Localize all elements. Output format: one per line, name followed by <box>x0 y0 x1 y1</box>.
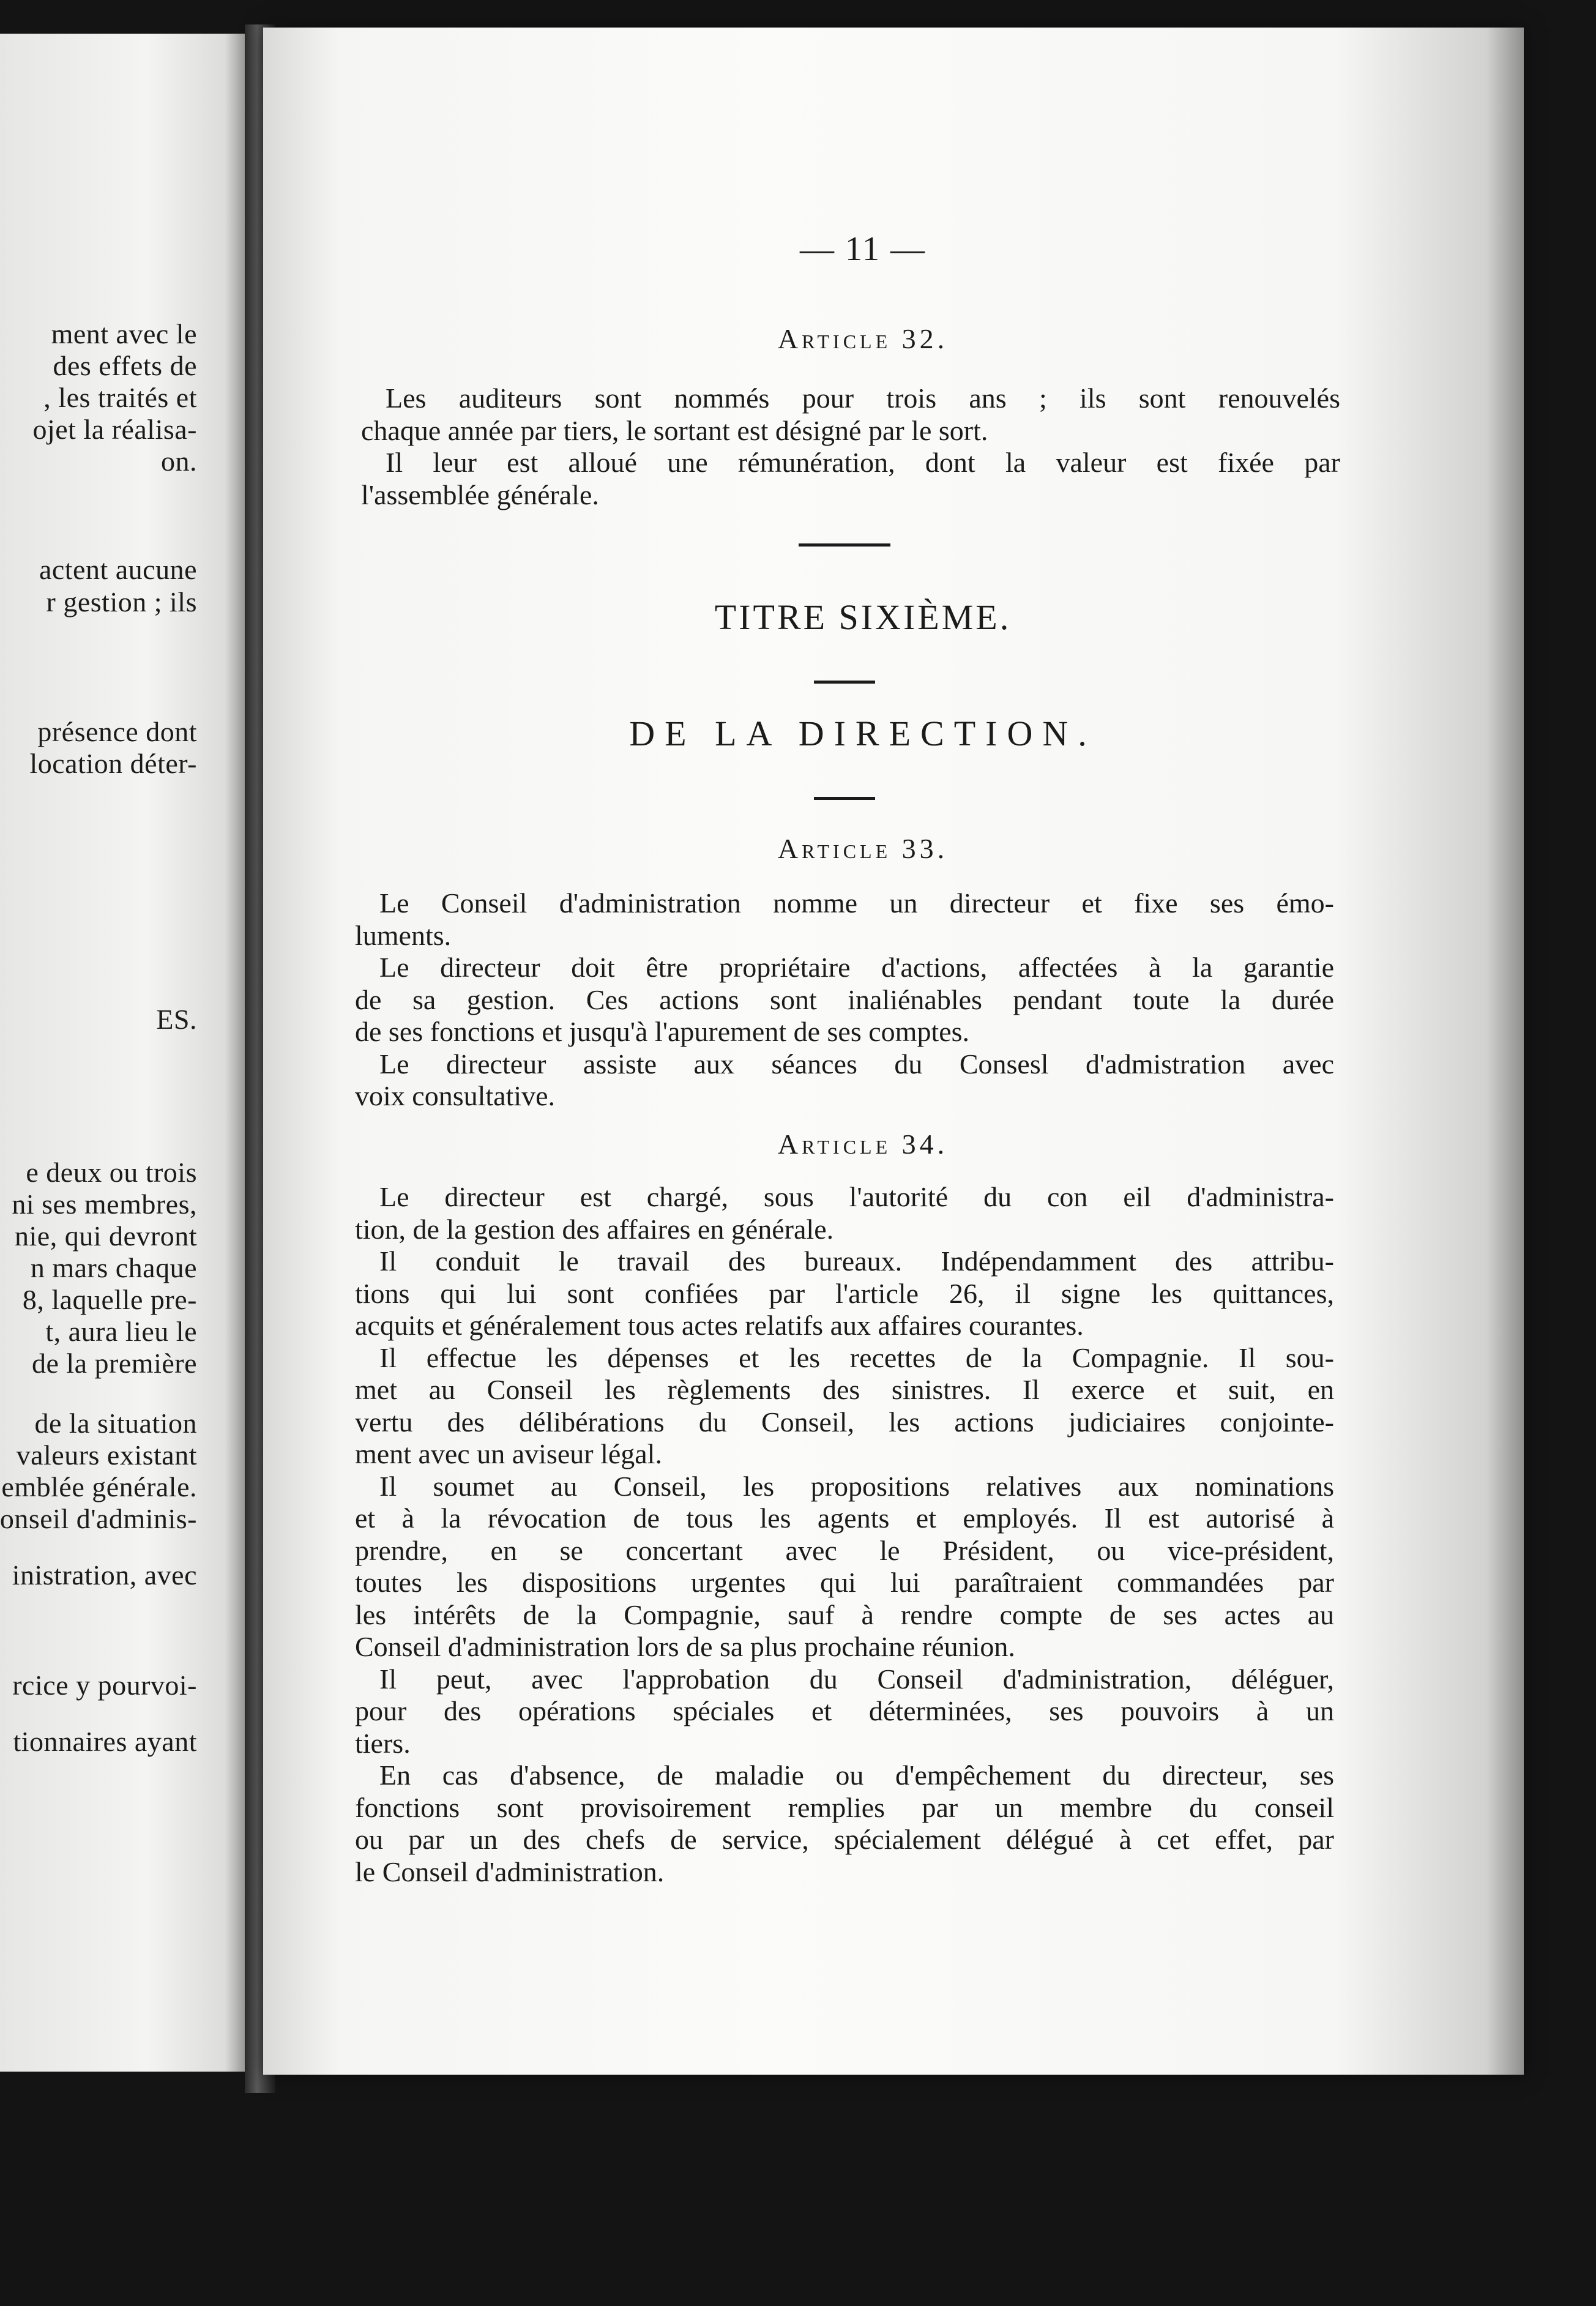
text-line: fonctions sont provisoirement remplies par un membre du conseil <box>355 1791 1334 1823</box>
section-heading: DE LA DIRECTION. <box>629 714 1097 753</box>
previous-page-line: de la première <box>31 1348 197 1379</box>
text-line: l'assemblée générale. <box>361 479 599 510</box>
text-line: de sa gestion. Ces actions sont inaliénables pendant toute la durée <box>355 983 1334 1015</box>
titre-heading: TITRE SIXIÈME. <box>714 597 1012 637</box>
text-line: Il peut, avec l'approbation du Conseil d'administration, déléguer, <box>379 1663 1334 1695</box>
article-33-body <box>355 887 1334 1113</box>
text-line: et à la révocation de tous les agents et employés. Il est autorisé à <box>355 1502 1334 1534</box>
article-32-body <box>361 382 1340 511</box>
previous-page-line: ment avec le <box>51 318 197 349</box>
previous-page-line: r gestion ; ils <box>46 586 197 618</box>
text-line: vertu des délibérations du Conseil, les actions judiciaires conjointe- <box>355 1406 1334 1438</box>
text-line: pour des opérations spéciales et déterminées, ses pouvoirs à un <box>355 1695 1334 1726</box>
divider-rule <box>814 681 875 684</box>
previous-page-line: , les traités et <box>43 382 197 413</box>
previous-page-line: rcice y pourvoi- <box>12 1670 197 1701</box>
text-line: chaque année par tiers, le sortant est désigné par le sort. <box>361 414 988 446</box>
text-line: acquits et généralement tous actes relatifs aux affaires courantes. <box>355 1310 1084 1341</box>
previous-page-line: ojet la réalisa- <box>32 414 197 445</box>
text-line: luments. <box>355 919 452 951</box>
article-32-heading: Article 32. <box>777 323 949 354</box>
previous-page-line: valeurs existant <box>16 1439 197 1471</box>
previous-page-line: actent aucune <box>39 554 197 585</box>
text-line: de ses fonctions et jusqu'à l'apurement de ses comptes. <box>355 1016 970 1047</box>
divider-rule <box>799 543 890 547</box>
text-line: Conseil d'administration lors de sa plus prochaine réunion. <box>355 1631 1015 1662</box>
previous-page-line: 8, laquelle pre- <box>22 1284 197 1315</box>
page-number: — 11 — <box>800 230 926 268</box>
text-line: voix consultative. <box>355 1080 556 1111</box>
previous-page-line: location déter- <box>29 748 197 779</box>
text-line: les intérêts de la Compagnie, sauf à rendre compte de ses actes au <box>355 1599 1334 1630</box>
text-line: tion, de la gestion des affaires en générale. <box>355 1213 834 1245</box>
text-line: Il conduit le travail des bureaux. Indépendamment des attribu- <box>379 1245 1334 1277</box>
text-line: toutes les dispositions urgentes qui lui paraîtraient commandées par <box>355 1567 1334 1598</box>
article-33-heading: Article 33. <box>777 833 949 864</box>
previous-page-line: tionnaires ayant <box>13 1726 197 1757</box>
text-line: Le directeur assiste aux séances du Consesl d'admistration avec <box>379 1048 1334 1080</box>
text-line: Le Conseil d'administration nomme un directeur et fixe ses émo- <box>379 887 1334 919</box>
text-line: Les auditeurs sont nommés pour trois ans ; ils sont renouvelés <box>386 382 1340 414</box>
previous-page-line: ES. <box>156 1004 197 1035</box>
previous-page-line: e deux ou trois <box>26 1157 197 1188</box>
divider-rule <box>814 797 875 800</box>
document-page <box>263 28 1524 2075</box>
text-line: Il effectue les dépenses et les recettes de la Compagnie. Il sou- <box>379 1341 1334 1373</box>
text-line: En cas d'absence, de maladie ou d'empêchement du directeur, ses <box>379 1759 1334 1791</box>
previous-page-line: ni ses membres, <box>12 1188 197 1220</box>
previous-page-line: t, aura lieu le <box>45 1316 197 1347</box>
previous-page-strip <box>0 34 245 2072</box>
text-line: tions qui lui sont confiées par l'article 26, il signe les quittances, <box>355 1277 1334 1309</box>
text-line: met au Conseil les règlements des sinistres. Il exerce et suit, en <box>355 1374 1334 1405</box>
previous-page-line: onseil d'adminis- <box>0 1503 197 1534</box>
text-line: Le directeur doit être propriétaire d'actions, affectées à la garantie <box>379 952 1334 983</box>
text-line: prendre, en se concertant avec le Président, ou vice-président, <box>355 1534 1334 1566</box>
text-line: ou par un des chefs de service, spécialement délégué à cet effet, par <box>355 1824 1334 1855</box>
previous-page-line: nie, qui devront <box>15 1220 197 1252</box>
previous-page-line: emblée générale. <box>1 1471 197 1502</box>
text-line: Il leur est alloué une rémunération, dont la valeur est fixée par <box>386 447 1340 478</box>
previous-page-line: des effets de <box>53 350 197 381</box>
text-line: Il soumet au Conseil, les propositions relatives aux nominations <box>379 1470 1334 1502</box>
previous-page-line: on. <box>161 446 197 477</box>
text-line: Le directeur est chargé, sous l'autorité du con eil d'administra- <box>379 1181 1334 1212</box>
text-line: le Conseil d'administration. <box>355 1856 665 1887</box>
text-line: tiers. <box>355 1727 411 1759</box>
previous-page-line: présence dont <box>37 716 197 747</box>
previous-page-line: de la situation <box>34 1408 197 1439</box>
text-line: ment avec un aviseur légal. <box>355 1438 662 1469</box>
previous-page-line: n mars chaque <box>30 1252 197 1283</box>
previous-page-line: inistration, avec <box>12 1559 197 1591</box>
article-34-body <box>355 1181 1334 1888</box>
article-34-heading: Article 34. <box>777 1129 949 1160</box>
